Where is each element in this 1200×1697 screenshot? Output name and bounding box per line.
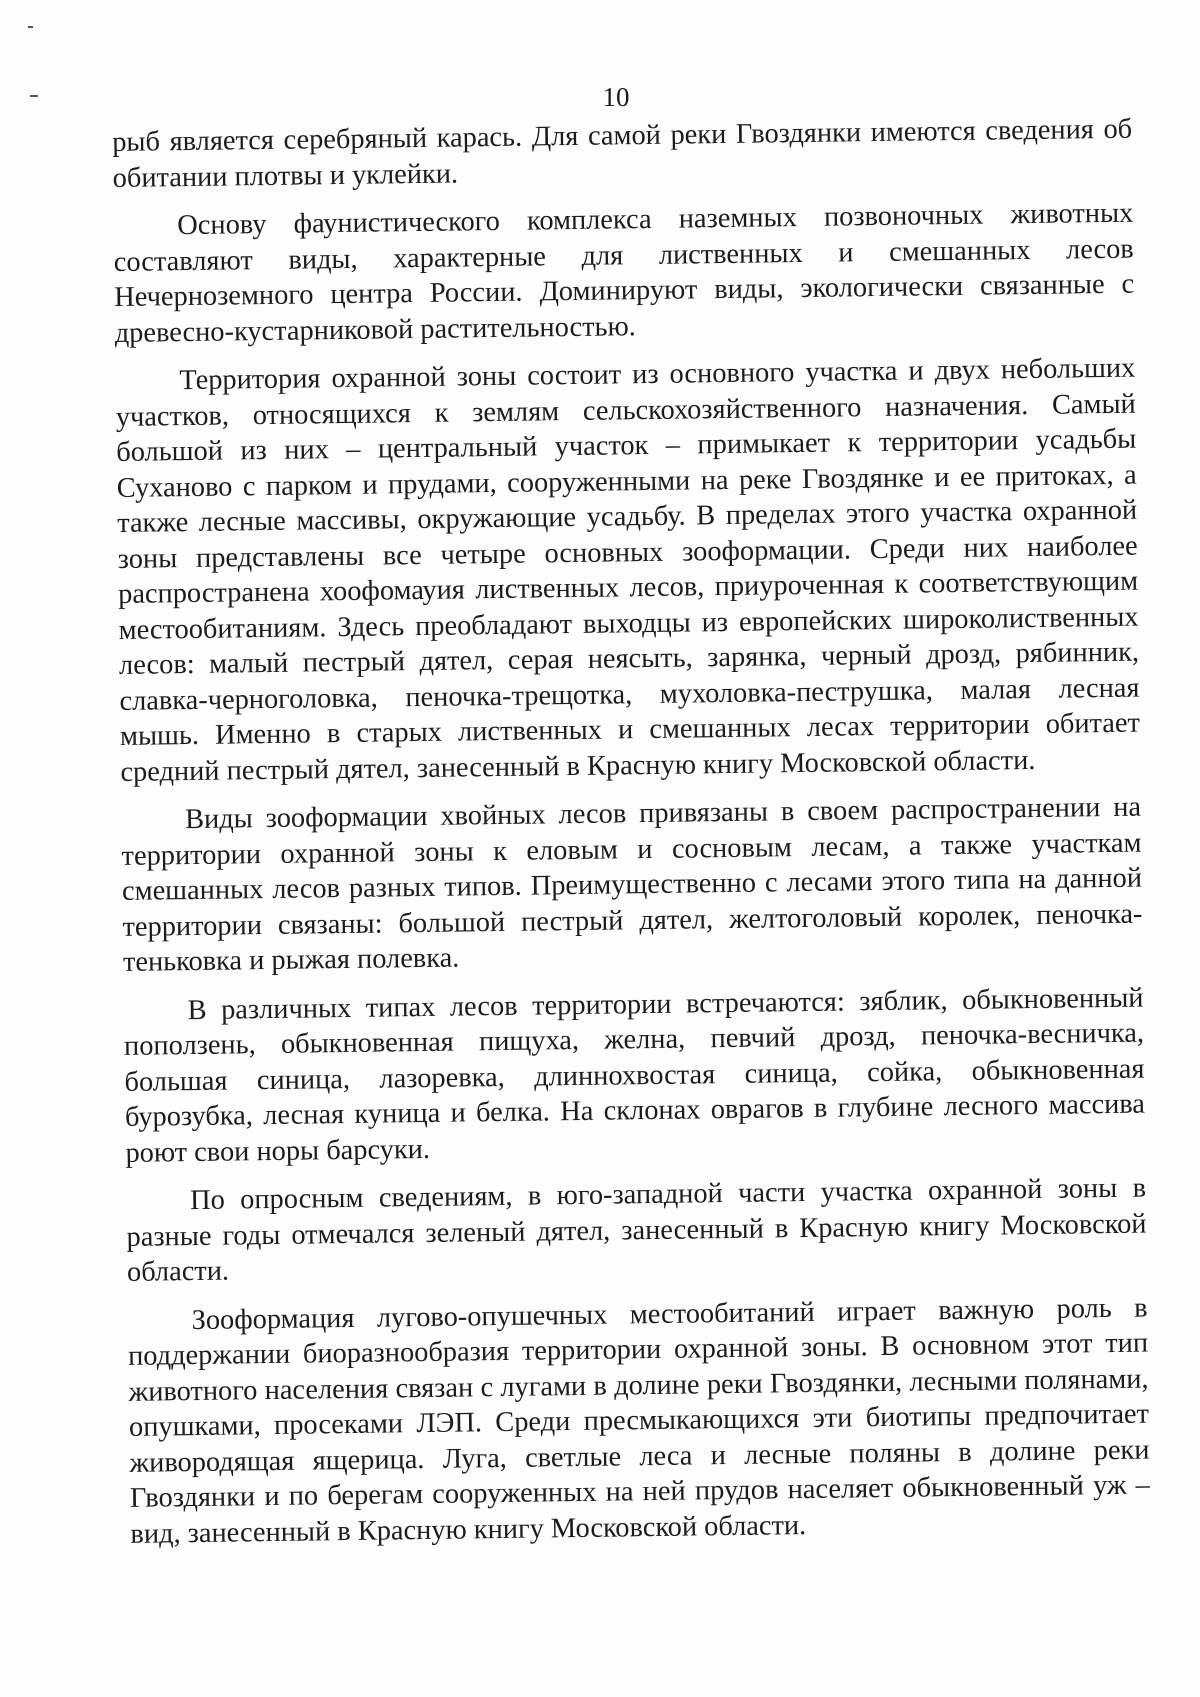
paragraph: Виды зооформации хвойных лесов привязаны в своем распространении на территории охранной зоны к еловым и сосновым лесам, а также участкам смешанных лесов разных типов. Преимущественно с лесами этого типа на данной территории связаны: большой пестрый дятел, желтоголовый королек, пеночка-теньковка и рыжая полевка.	[121, 791, 1143, 978]
paragraph: Основу фаунистического комплекса наземных позвоночных животных составляют виды, характерные для лиственных и смешанных лесов Нечерноземного центра России. Доминируют виды, экологически связанные с древесно-кустарниковой растительностью.	[113, 197, 1135, 349]
paragraph: По опросным сведениям, в юго-западной части участка охранной зоны в разные годы отмечался зеленый дятел, занесенный в Красную книгу Московской области.	[126, 1172, 1147, 1288]
page-number: 10	[602, 82, 630, 112]
paragraph: Зооформация лугово-опушечных местообитаний играет важную роль в поддержании биоразнообразия территории охранной зоны. В основном этот тип животного населения связан с лугами в долине реки Гвоздянки, лесными полянами, опушками, просеками ЛЭП. Среди пресмыкающихся эти биотипы предпочитает живородящая ящерица. Луга, светлые леса и лесные поляны в долине реки Гвоздянки и по берегам сооруженных на ней прудов населяет обыкновенный уж – вид, занесенный в Красную книгу Московской области.	[127, 1292, 1151, 1550]
scan-artifact	[28, 26, 33, 28]
document-body	[112, 112, 1151, 1565]
paragraph: Территория охранной зоны состоит из основного участка и двух небольших участков, относящихся к землям сельскохозяйственного назначения. Самый большой из них – центральный участок – примыкает к территории усадьбы Суханово с парком и прудами, сооруженными на реке Гвоздянке и ее притоках, а также лесные массивы, окружающие усадьбу. В пределах этого участка охранной зоны представлены все четыре основных зооформации. Среди них наиболее распространена хоофомауия лиственных лесов, приуроченная к соответствующим местообитаниям. Здесь преобладают выходцы из европейских широколиственных лесов: малый пестрый дятел, серая неясыть, зарянка, черный дрозд, рябинник, славка-черноголовка, пеночка-трещотка, мухоловка-пеструшка, малая лесная мышь. Именно в старых лиственных и смешанных лесах территории обитает средний пестрый дятел, занесенный в Красную книгу Московской области.	[115, 352, 1141, 788]
paragraph: рыб является серебряный карась. Для самой реки Гвоздянки имеются сведения об обитании плотвы и уклейки.	[112, 113, 1133, 194]
paragraph: В различных типах лесов территории встречаются: зяблик, обыкновенный поползень, обыкновенная пищуха, желна, певчий дрозд, пеночка-весничка, большая синица, лазоревка, длиннохвостая синица, сойка, обыкновенная бурозубка, лесная куница и белка. На склонах оврагов в глубине лесного массива роют свои норы барсуки.	[123, 982, 1146, 1169]
